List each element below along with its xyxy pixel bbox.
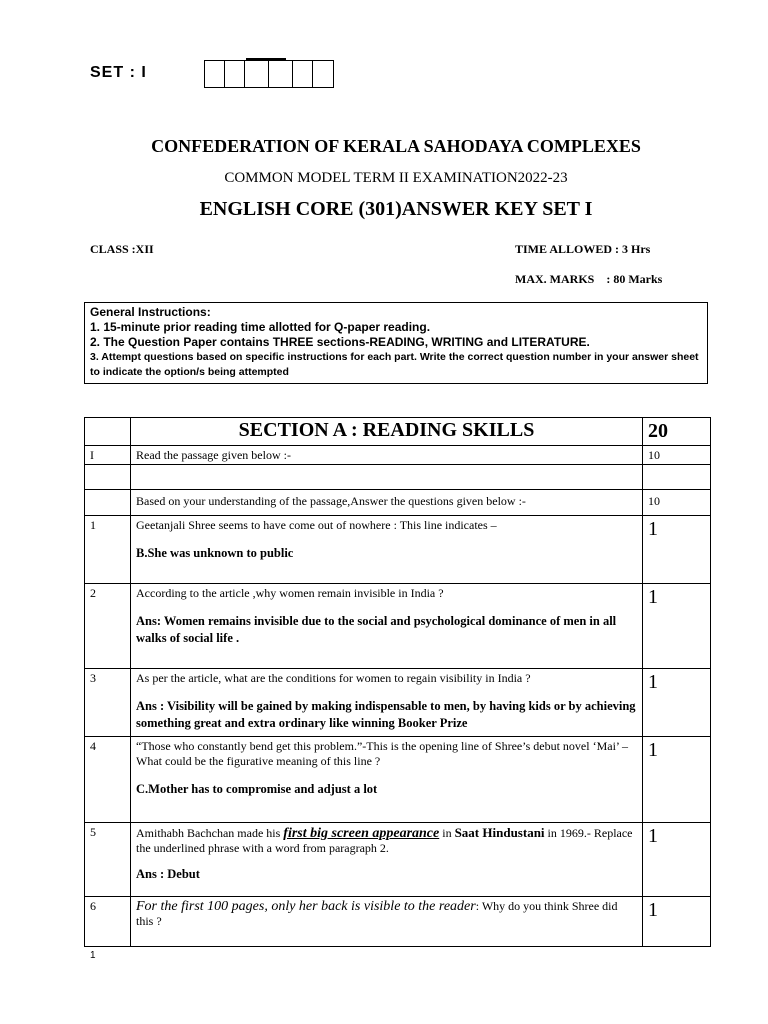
question-number: 6: [85, 897, 131, 947]
answer-text: C.Mother has to compromise and adjust a lot: [136, 782, 378, 796]
row-text: Based on your understanding of the passage,Answer the questions given below :-: [131, 490, 643, 516]
answer-text: Ans : Debut: [136, 867, 200, 881]
answer-text: Ans : Visibility will be gained by making indispensable to men, by having kids or by achieving something great and extra ordinary like winning Booker Prize: [136, 699, 636, 730]
question-text: [136, 899, 637, 929]
question-number: 1: [85, 516, 131, 584]
table-row: [85, 669, 711, 737]
question-marks: 1: [643, 516, 711, 584]
question-number: 5: [85, 823, 131, 897]
question-marks: 1: [643, 737, 711, 823]
general-instructions: [84, 302, 708, 384]
question-table: [84, 417, 711, 947]
exam-subtitle: COMMON MODEL TERM II EXAMINATION2022-23: [224, 170, 568, 186]
row-number: I: [85, 446, 131, 465]
section-title: SECTION A : READING SKILLS: [131, 418, 643, 446]
question-text: Geetanjali Shree seems to have come out of nowhere : This line indicates –: [136, 518, 497, 532]
instruction-item: 2. The Question Paper contains THREE sections-READING, WRITING and LITERATURE.: [90, 335, 590, 349]
quoted-line: For the first 100 pages, only her back is visible to the reader: [136, 899, 476, 914]
roll-box: [269, 61, 293, 87]
set-label: SET : I: [90, 64, 147, 81]
question-text: As per the article, what are the conditions for women to regain visibility in India ?: [136, 671, 531, 685]
roll-box: [313, 61, 333, 87]
question-number: 4: [85, 737, 131, 823]
film-title: Saat Hindustani: [454, 825, 545, 840]
class-label: CLASS :XII: [90, 242, 154, 256]
row-marks: 10: [643, 490, 711, 516]
question-marks: 1: [643, 584, 711, 669]
table-row: [85, 490, 711, 516]
question-number: 3: [85, 669, 131, 737]
instruction-item: 3. Attempt questions based on specific instructions for each part. Write the correct question number in your answer sheet to indicate the option/s being attempted: [90, 351, 699, 378]
paper-title: ENGLISH CORE (301)ANSWER KEY SET I: [199, 198, 593, 220]
table-row: [85, 465, 711, 490]
question-text-part: in 1969.- Replace the underlined phrase with a word from paragraph 2.: [136, 826, 633, 855]
question-text-part: : Why do you think Shree did this ?: [136, 899, 618, 928]
table-row: [85, 823, 711, 897]
question-text-part: in: [439, 826, 455, 840]
table-row: [85, 516, 711, 584]
row-marks: 10: [643, 446, 711, 465]
question-marks: 1: [643, 897, 711, 947]
question-text: According to the article ,why women remain invisible in India ?: [136, 586, 444, 600]
answer-text: Ans: Women remains invisible due to the social and psychological dominance of men in all walks of social life .: [136, 614, 617, 645]
answer-text: B.She was unknown to public: [136, 546, 294, 560]
table-row: [85, 737, 711, 823]
row-text: Read the passage given below :-: [131, 446, 643, 465]
roll-box: [293, 61, 313, 87]
question-text: “Those who constantly bend get this problem.”-This is the opening line of Shree’s debut novel ‘Mai’ –What could be the figurative meaning of this line ?: [136, 739, 629, 768]
table-row: [85, 446, 711, 465]
page-number: 1: [90, 950, 96, 961]
instruction-item: 1. 15-minute prior reading time allotted for Q-paper reading.: [90, 320, 431, 334]
table-row: [85, 584, 711, 669]
underlined-phrase: first big screen appearance: [283, 826, 440, 841]
time-allowed: TIME ALLOWED : 3 Hrs: [515, 242, 651, 256]
roll-box: [245, 61, 269, 87]
question-text: [136, 825, 637, 856]
question-number: 2: [85, 584, 131, 669]
max-marks: MAX. MARKS : 80 Marks: [515, 272, 663, 286]
table-row: [85, 897, 711, 947]
question-marks: 1: [643, 823, 711, 897]
table-row: [85, 418, 711, 446]
section-marks: 20: [643, 418, 711, 446]
instructions-heading: General Instructions:: [90, 305, 211, 319]
document-title: CONFEDERATION OF KERALA SAHODAYA COMPLEXES: [151, 136, 641, 156]
question-marks: 1: [643, 669, 711, 737]
question-text-part: Amithabh Bachchan made his: [136, 826, 284, 840]
roll-box: [225, 61, 245, 87]
roll-box: [205, 61, 225, 87]
roll-number-boxes: [204, 60, 334, 88]
